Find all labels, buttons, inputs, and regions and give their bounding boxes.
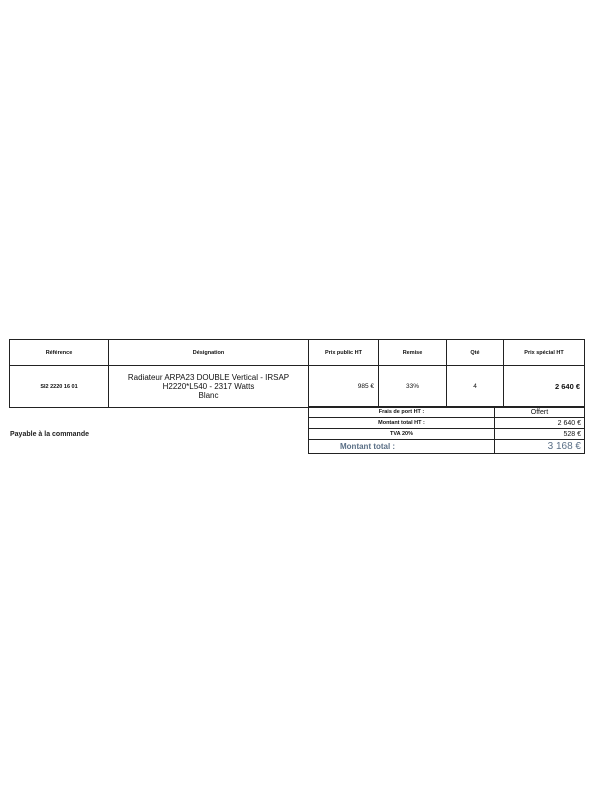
header-qte: Qté <box>447 340 504 366</box>
totals-table <box>308 406 585 454</box>
designation-line-2: H2220*L540 - 2317 Watts <box>162 382 255 391</box>
table-row <box>10 366 585 408</box>
cell-reference: SI2 2220 16 01 <box>10 366 109 408</box>
frais-value: Offert <box>495 407 585 418</box>
totals-row-tva <box>309 429 585 440</box>
totals-row-frais <box>309 407 585 418</box>
payable-note: Payable à la commande <box>10 431 89 438</box>
header-reference: Référence <box>10 340 109 366</box>
order-table <box>9 339 585 408</box>
cell-prix-public: 985 € <box>309 366 379 408</box>
grand-total-value: 3 168 € <box>495 440 585 454</box>
montant-ht-label: Montant total HT : <box>309 418 495 429</box>
grand-total-label: Montant total : <box>309 440 495 454</box>
header-prix-special: Prix spécial HT <box>504 340 585 366</box>
header-remise: Remise <box>379 340 447 366</box>
designation-line-3: Blanc <box>198 391 219 400</box>
tva-label: TVA 20% <box>309 429 495 440</box>
header-designation: Désignation <box>109 340 309 366</box>
table-header-row <box>10 340 585 366</box>
header-prix-public: Prix public HT <box>309 340 379 366</box>
designation-line-1: Radiateur ARPA23 DOUBLE Vertical - IRSAP <box>127 373 290 382</box>
frais-label: Frais de port HT : <box>309 407 495 418</box>
cell-prix-special: 2 640 € <box>504 366 585 408</box>
totals-row-montant-ht <box>309 418 585 429</box>
cell-remise: 33% <box>379 366 447 408</box>
montant-ht-value: 2 640 € <box>495 418 585 429</box>
tva-value: 528 € <box>495 429 585 440</box>
cell-qte: 4 <box>447 366 504 408</box>
totals-row-grand-total <box>309 440 585 454</box>
cell-designation <box>109 366 309 408</box>
